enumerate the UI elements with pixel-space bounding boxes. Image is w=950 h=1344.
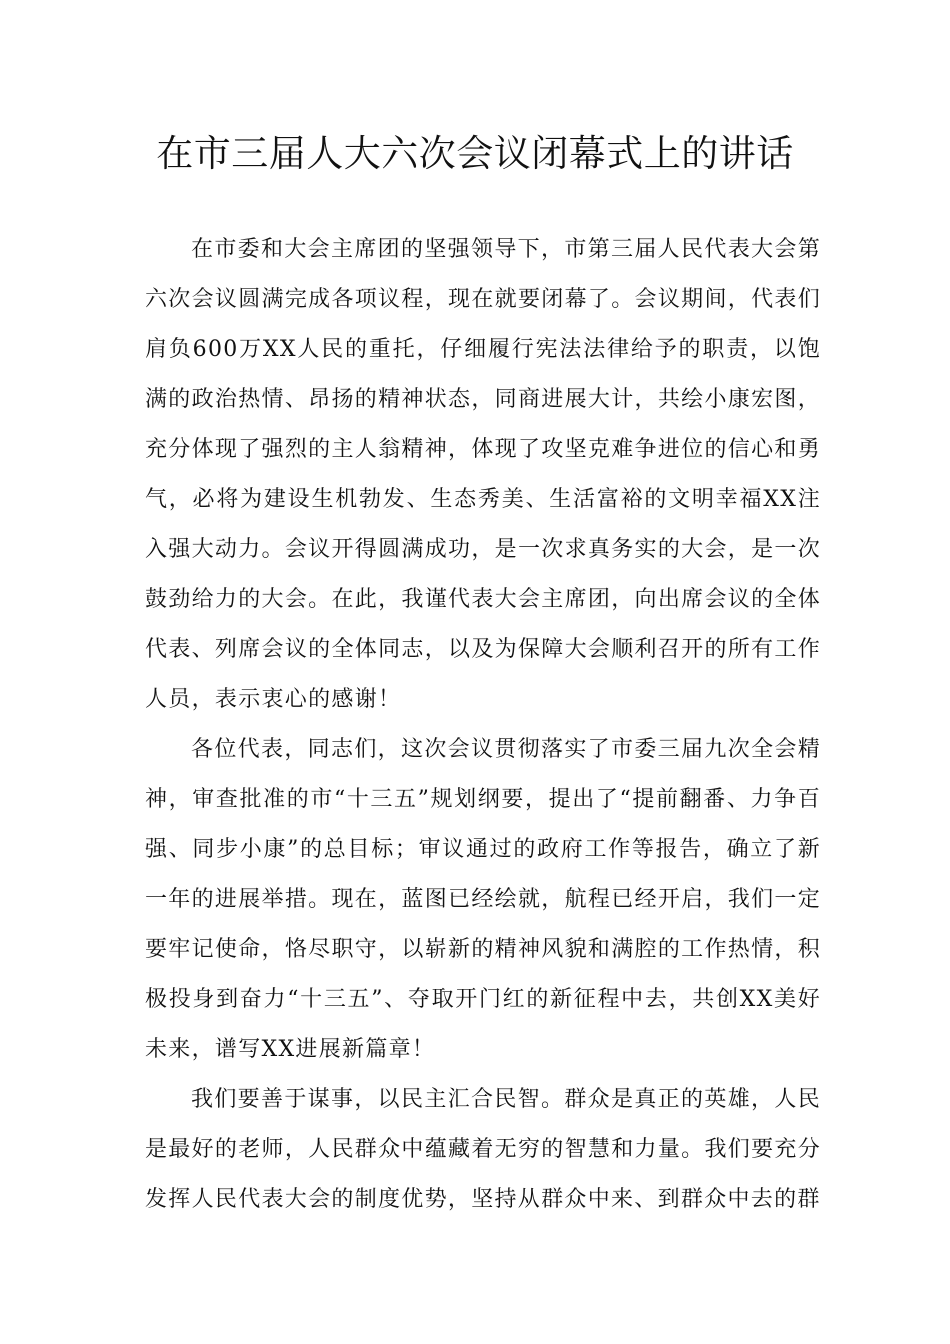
paragraph-1: 在市委和大会主席团的坚强领导下，市第三届人民代表大会第六次会议圆满完成各项议程，现在就要闭幕了。会议期间，代表们肩负600万XX人民的重托，仔细履行宪法法律给予的职责，以饱满的政治热情、昂扬的精神状态，同商进展大计，共绘小康宏图，充分体现了强烈的主人翁精神，体现了攻坚克难争进位的信心和勇气，必将为建设生机勃发、生态秀美、生活富裕的文明幸福XX注入强大动力。会议开得圆满成功，是一次求真务实的大会，是一次鼓劲给力的大会。在此，我谨代表大会主席团，向出席会议的全体代表、列席会议的全体同志，以及为保障大会顺利召开的所有工作人员，表示衷心的感谢！	[145, 237, 821, 712]
paragraph-3: 我们要善于谋事，以民主汇合民智。群众是真正的英雄，人民是最好的老师，人民群众中蕴藏着无穷的智慧和力量。我们要充分发挥人民代表大会的制度优势，坚持从群众中来、到群众中去的群	[145, 1087, 821, 1212]
document-body	[145, 225, 821, 1225]
document-title: 在市三届人大六次会议闭幕式上的讲话	[156, 132, 794, 175]
paragraph-2: 各位代表，同志们，这次会议贯彻落实了市委三届九次全会精神，审查批准的市“十三五”规划纲要，提出了“提前翻番、力争百强、同步小康”的总目标；审议通过的政府工作等报告，确立了新一年的进展举措。现在，蓝图已经绘就，航程已经开启，我们一定要牢记使命，恪尽职守，以崭新的精神风貌和满腔的工作热情，积极投身到奋力“十三五”、夺取开门红的新征程中去，共创XX美好未来，谱写XX进展新篇章！	[145, 737, 821, 1062]
